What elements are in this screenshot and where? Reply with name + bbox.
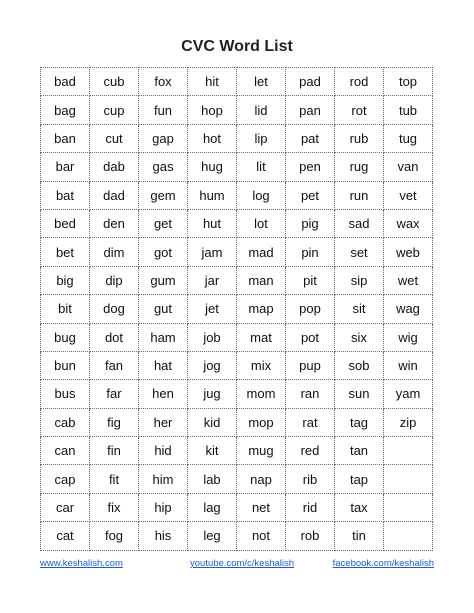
word-cell: rob [286, 522, 335, 550]
table-row [41, 96, 433, 124]
word-cell: lag [188, 493, 237, 521]
page-title: CVC Word List [181, 38, 293, 55]
word-cell: den [90, 209, 139, 237]
word-cell: mix [237, 351, 286, 379]
word-cell: hot [188, 124, 237, 152]
word-cell [384, 437, 433, 465]
word-cell: bet [41, 238, 90, 266]
word-cell: cap [41, 465, 90, 493]
word-cell: tan [335, 437, 384, 465]
word-cell: cut [90, 124, 139, 152]
word-cell: tin [335, 522, 384, 550]
word-cell: fox [139, 68, 188, 96]
word-cell: net [237, 493, 286, 521]
word-cell: dip [90, 266, 139, 294]
word-cell: zip [384, 408, 433, 436]
word-cell: fit [90, 465, 139, 493]
word-cell: bat [41, 181, 90, 209]
word-cell: rot [335, 96, 384, 124]
word-cell: set [335, 238, 384, 266]
word-cell: fig [90, 408, 139, 436]
word-cell: red [286, 437, 335, 465]
word-cell: wag [384, 295, 433, 323]
word-cell: bun [41, 351, 90, 379]
word-cell [384, 493, 433, 521]
word-cell: mom [237, 380, 286, 408]
table-row [41, 437, 433, 465]
word-cell: pad [286, 68, 335, 96]
word-cell: bed [41, 209, 90, 237]
table-row [41, 465, 433, 493]
word-cell: bit [41, 295, 90, 323]
word-cell: bad [41, 68, 90, 96]
word-cell: dab [90, 153, 139, 181]
table-row [41, 266, 433, 294]
word-cell: pan [286, 96, 335, 124]
facebook-link[interactable]: facebook.com/keshalish [332, 558, 434, 569]
word-cell: not [237, 522, 286, 550]
word-cell: cub [90, 68, 139, 96]
table-row [41, 380, 433, 408]
word-cell: mad [237, 238, 286, 266]
word-cell: ham [139, 323, 188, 351]
word-cell: rat [286, 408, 335, 436]
word-cell: pup [286, 351, 335, 379]
word-cell: mug [237, 437, 286, 465]
word-table [40, 67, 433, 551]
word-cell: lot [237, 209, 286, 237]
word-cell: fan [90, 351, 139, 379]
table-row [41, 493, 433, 521]
word-cell [384, 522, 433, 550]
word-cell: got [139, 238, 188, 266]
word-cell: web [384, 238, 433, 266]
word-cell: fin [90, 437, 139, 465]
word-cell: cup [90, 96, 139, 124]
word-cell: six [335, 323, 384, 351]
word-cell: pop [286, 295, 335, 323]
word-cell: cab [41, 408, 90, 436]
word-cell: ran [286, 380, 335, 408]
word-cell: pet [286, 181, 335, 209]
word-cell: nap [237, 465, 286, 493]
word-cell: bug [41, 323, 90, 351]
word-cell: hop [188, 96, 237, 124]
word-cell: her [139, 408, 188, 436]
word-cell: kid [188, 408, 237, 436]
word-cell: rod [335, 68, 384, 96]
word-cell: gum [139, 266, 188, 294]
word-table-body [41, 68, 433, 551]
word-cell: gap [139, 124, 188, 152]
table-row [41, 124, 433, 152]
word-cell: yam [384, 380, 433, 408]
table-row [41, 522, 433, 550]
word-cell: him [139, 465, 188, 493]
word-cell: win [384, 351, 433, 379]
word-cell: hum [188, 181, 237, 209]
word-cell: man [237, 266, 286, 294]
word-cell: pin [286, 238, 335, 266]
word-cell: mat [237, 323, 286, 351]
word-cell: far [90, 380, 139, 408]
word-cell: hit [188, 68, 237, 96]
word-cell: van [384, 153, 433, 181]
word-cell [384, 465, 433, 493]
word-cell: wig [384, 323, 433, 351]
youtube-link[interactable]: youtube.com/c/keshalish [190, 558, 295, 569]
word-cell: can [41, 437, 90, 465]
word-cell: jog [188, 351, 237, 379]
word-cell: car [41, 493, 90, 521]
word-cell: fun [139, 96, 188, 124]
word-cell: rid [286, 493, 335, 521]
word-cell: bar [41, 153, 90, 181]
word-cell: map [237, 295, 286, 323]
word-cell: jug [188, 380, 237, 408]
word-cell: dot [90, 323, 139, 351]
table-row [41, 209, 433, 237]
table-row [41, 295, 433, 323]
word-cell: pot [286, 323, 335, 351]
word-cell: rib [286, 465, 335, 493]
word-cell: gem [139, 181, 188, 209]
word-cell: his [139, 522, 188, 550]
word-cell: wet [384, 266, 433, 294]
word-cell: sob [335, 351, 384, 379]
word-cell: sun [335, 380, 384, 408]
table-row [41, 153, 433, 181]
word-cell: gas [139, 153, 188, 181]
word-cell: job [188, 323, 237, 351]
table-row [41, 351, 433, 379]
word-cell: tub [384, 96, 433, 124]
word-cell: tax [335, 493, 384, 521]
word-cell: fog [90, 522, 139, 550]
word-cell: mop [237, 408, 286, 436]
word-cell: kit [188, 437, 237, 465]
table-row [41, 323, 433, 351]
word-cell: get [139, 209, 188, 237]
website-link[interactable]: www.keshalish.com [40, 558, 123, 569]
table-row [41, 238, 433, 266]
word-cell: top [384, 68, 433, 96]
word-cell: run [335, 181, 384, 209]
word-cell: hug [188, 153, 237, 181]
word-cell: log [237, 181, 286, 209]
word-cell: lip [237, 124, 286, 152]
word-cell: gut [139, 295, 188, 323]
word-cell: rub [335, 124, 384, 152]
word-cell: jet [188, 295, 237, 323]
word-cell: jar [188, 266, 237, 294]
word-cell: let [237, 68, 286, 96]
word-cell: pen [286, 153, 335, 181]
word-cell: big [41, 266, 90, 294]
word-cell: tug [384, 124, 433, 152]
table-row [41, 68, 433, 96]
word-cell: dad [90, 181, 139, 209]
word-cell: lab [188, 465, 237, 493]
word-cell: jam [188, 238, 237, 266]
word-cell: hid [139, 437, 188, 465]
word-cell: wax [384, 209, 433, 237]
word-cell: vet [384, 181, 433, 209]
word-cell: hip [139, 493, 188, 521]
word-cell: sit [335, 295, 384, 323]
word-cell: dim [90, 238, 139, 266]
table-row [41, 181, 433, 209]
word-cell: cat [41, 522, 90, 550]
word-cell: bag [41, 96, 90, 124]
word-cell: leg [188, 522, 237, 550]
word-cell: hen [139, 380, 188, 408]
word-cell: tag [335, 408, 384, 436]
word-cell: pat [286, 124, 335, 152]
word-cell: ban [41, 124, 90, 152]
word-cell: lid [237, 96, 286, 124]
word-cell: dog [90, 295, 139, 323]
word-cell: pit [286, 266, 335, 294]
word-cell: pig [286, 209, 335, 237]
word-cell: hat [139, 351, 188, 379]
word-cell: rug [335, 153, 384, 181]
word-cell: fix [90, 493, 139, 521]
word-cell: sad [335, 209, 384, 237]
word-cell: hut [188, 209, 237, 237]
word-cell: sip [335, 266, 384, 294]
word-cell: bus [41, 380, 90, 408]
word-cell: lit [237, 153, 286, 181]
table-row [41, 408, 433, 436]
word-cell: tap [335, 465, 384, 493]
